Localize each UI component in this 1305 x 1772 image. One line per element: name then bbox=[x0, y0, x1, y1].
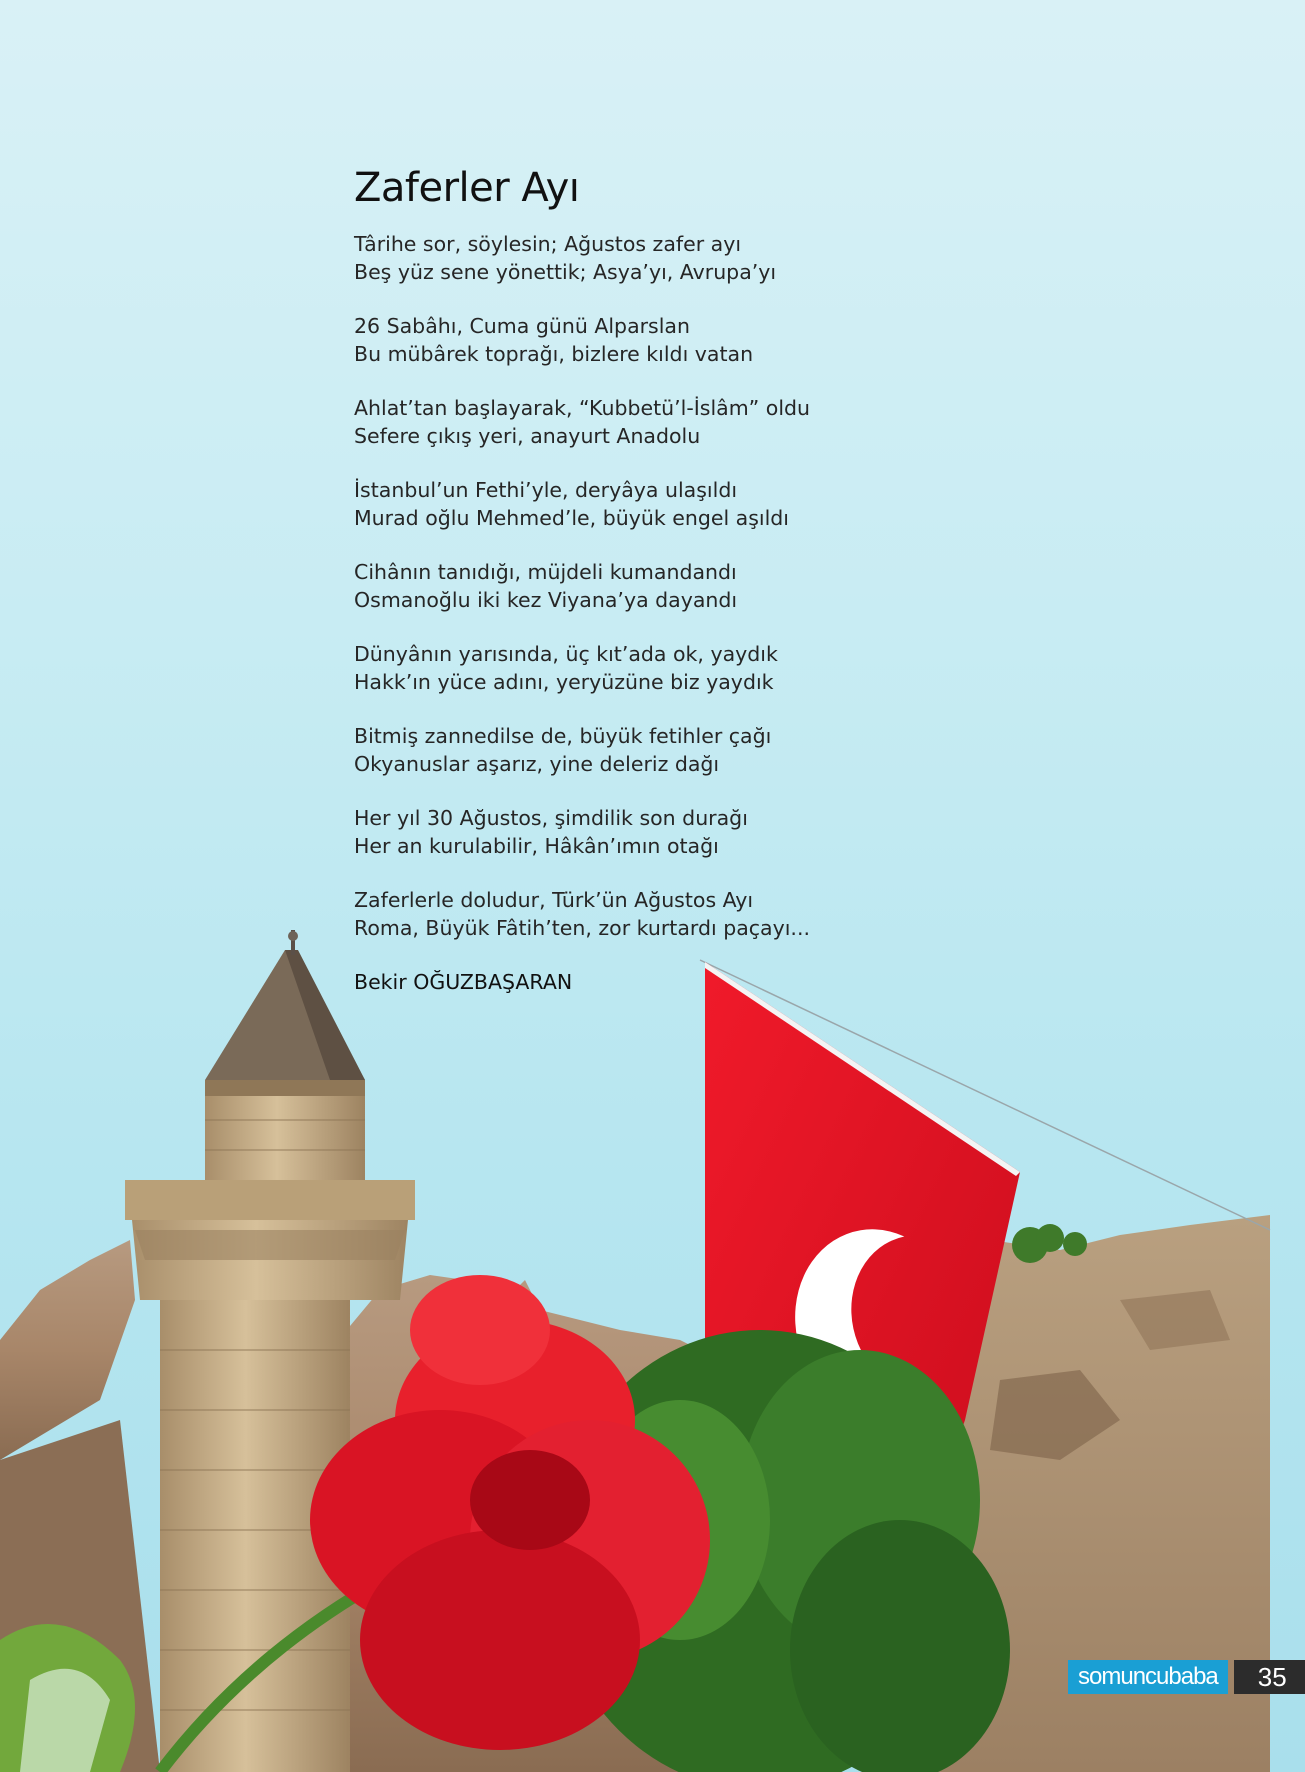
poem-line: 26 Sabâhı, Cuma günü Alparslan bbox=[354, 314, 690, 338]
magazine-brand: somuncubaba bbox=[1068, 1660, 1228, 1694]
poem-line: Okyanuslar aşarız, yine deleriz dağı bbox=[354, 751, 720, 776]
poem-line: İstanbul’un Fethi’yle, deryâya ulaşıldı bbox=[354, 478, 738, 502]
poem-line: Her yıl 30 Ağustos, şimdilik son durağı bbox=[354, 806, 748, 830]
poem-line: Her an kurulabilir, Hâkân’ımın otağı bbox=[354, 833, 719, 858]
poem-line: Târihe sor, söylesin; Ağustos zafer ayı bbox=[354, 232, 742, 256]
poem-line: Cihânın tanıdığı, müjdeli kumandandı bbox=[354, 560, 737, 584]
poem-line: Hakk’ın yüce adını, yeryüzüne biz yaydık bbox=[354, 669, 774, 694]
poem-line: Sefere çıkış yeri, anayurt Anadolu bbox=[354, 423, 701, 448]
poem-line: Dünyânın yarısında, üç kıt’ada ok, yaydık bbox=[354, 642, 778, 666]
stanza bbox=[354, 395, 874, 450]
stanza bbox=[354, 641, 874, 696]
poem-line: Zaferlerle doludur, Türk’ün Ağustos Ayı bbox=[354, 888, 754, 912]
stanza bbox=[354, 477, 874, 532]
poem-line: Roma, Büyük Fâtih’ten, zor kurtardı paçayı... bbox=[354, 915, 810, 940]
stanza bbox=[354, 887, 874, 942]
page-footer bbox=[1068, 1660, 1305, 1694]
stanza bbox=[354, 313, 874, 368]
stanza bbox=[354, 805, 874, 860]
poem-line: Murad oğlu Mehmed’le, büyük engel aşıldı bbox=[354, 505, 790, 530]
page-number: 35 bbox=[1234, 1660, 1305, 1694]
poem-line: Bitmiş zannedilse de, büyük fetihler çağı bbox=[354, 724, 772, 748]
stanza bbox=[354, 231, 874, 286]
poem-author: Bekir OĞUZBAŞARAN bbox=[354, 970, 573, 994]
poem-block bbox=[354, 165, 874, 996]
poem-line: Ahlat’tan başlayarak, “Kubbetü’l-İslâm” oldu bbox=[354, 396, 811, 420]
stanza bbox=[354, 723, 874, 778]
stanza bbox=[354, 559, 874, 614]
poem-line: Bu mübârek toprağı, bizlere kıldı vatan bbox=[354, 341, 754, 366]
poem-title: Zaferler Ayı bbox=[354, 165, 580, 211]
poem-line: Beş yüz sene yönettik; Asya’yı, Avrupa’yı bbox=[354, 259, 777, 284]
poem-line: Osmanoğlu iki kez Viyana’ya dayandı bbox=[354, 587, 738, 612]
